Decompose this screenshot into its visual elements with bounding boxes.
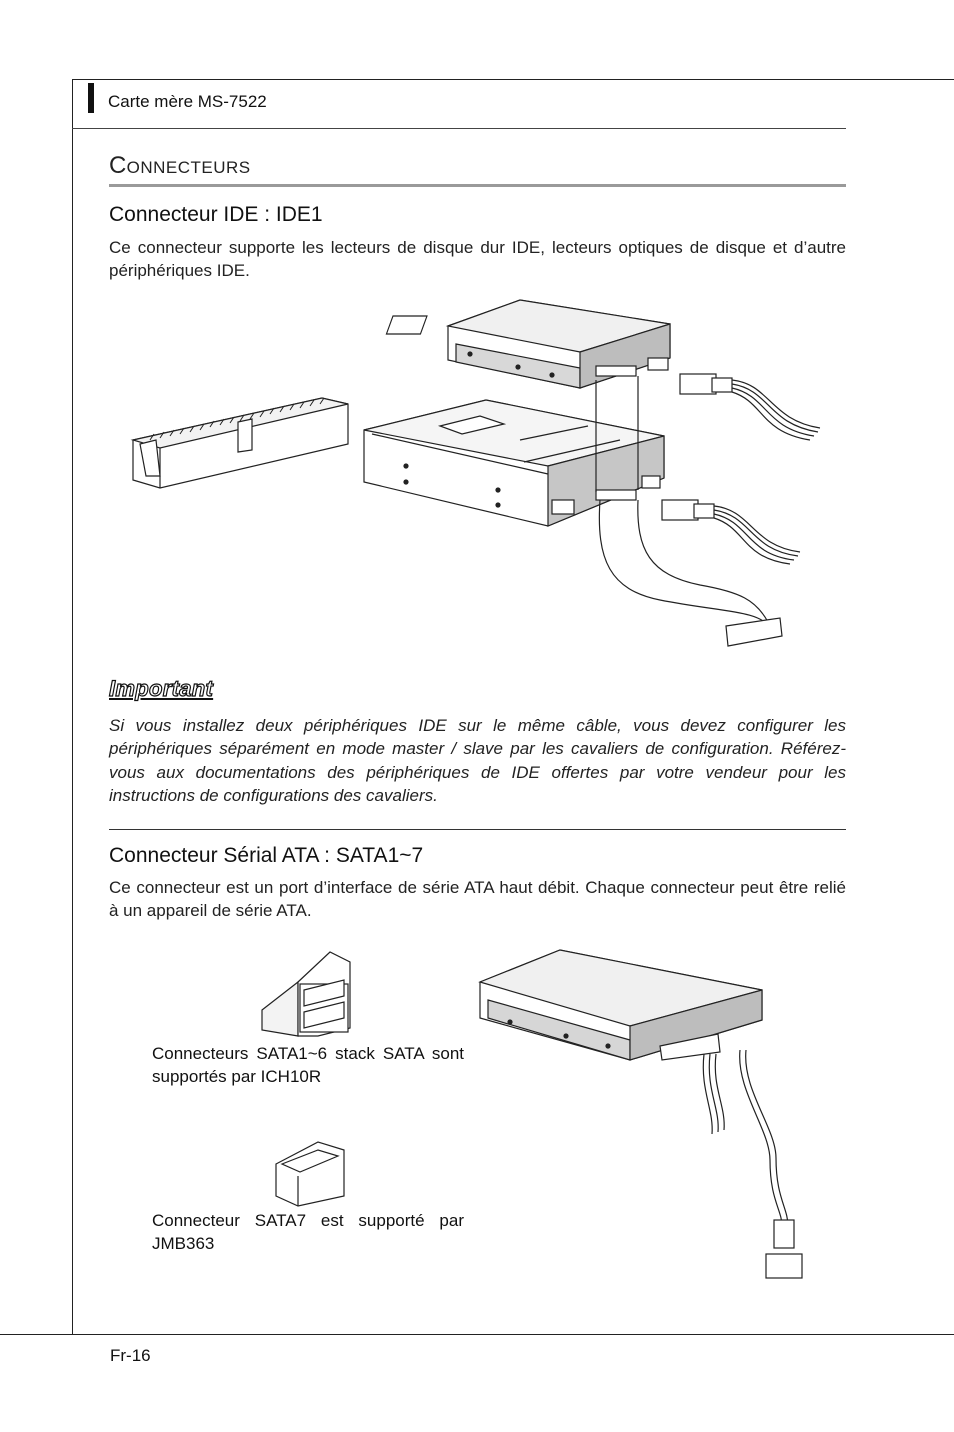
sata-heading: Connecteur Sérial ATA : SATA1~7 [109, 844, 424, 867]
sata-hard-disk [480, 950, 762, 1060]
ide-heading: Connecteur IDE : IDE1 [109, 203, 323, 226]
running-header: Carte mère MS-7522 [108, 92, 267, 111]
sata-cables [660, 1034, 802, 1278]
stack-sata-connector [262, 952, 350, 1036]
sata-description: Ce connecteur est un port d’interface de série ATA haut débit. Chaque connecteur peut être relié à un appareil de série ATA. [109, 878, 846, 920]
single-sata-connector [276, 1142, 344, 1206]
single-sata-caption: Connecteur SATA7 est supporté par JMB363 [152, 1211, 464, 1253]
section-title-rest: ONNECTEURS [126, 158, 251, 177]
section-title-initial: C [109, 152, 127, 179]
ide-description: Ce connecteur supporte les lecteurs de disque dur IDE, lecteurs optiques de disque et d’autre périphériques IDE. [109, 238, 846, 280]
stack-sata-caption: Connecteurs SATA1~6 stack SATA sont supportés par ICH10R [152, 1044, 464, 1086]
important-text: Si vous installez deux périphériques IDE sur le même câble, vous devez configurer les périphériques séparément en mode master / slave par les cavaliers de configuration. Référez-vous aux documentations des périphériques de IDE offertes par votre vendeur pour les instructions de configurations des cavaliers. [109, 716, 846, 805]
page-number: Fr-16 [110, 1346, 151, 1365]
important-label: Important [109, 676, 214, 701]
